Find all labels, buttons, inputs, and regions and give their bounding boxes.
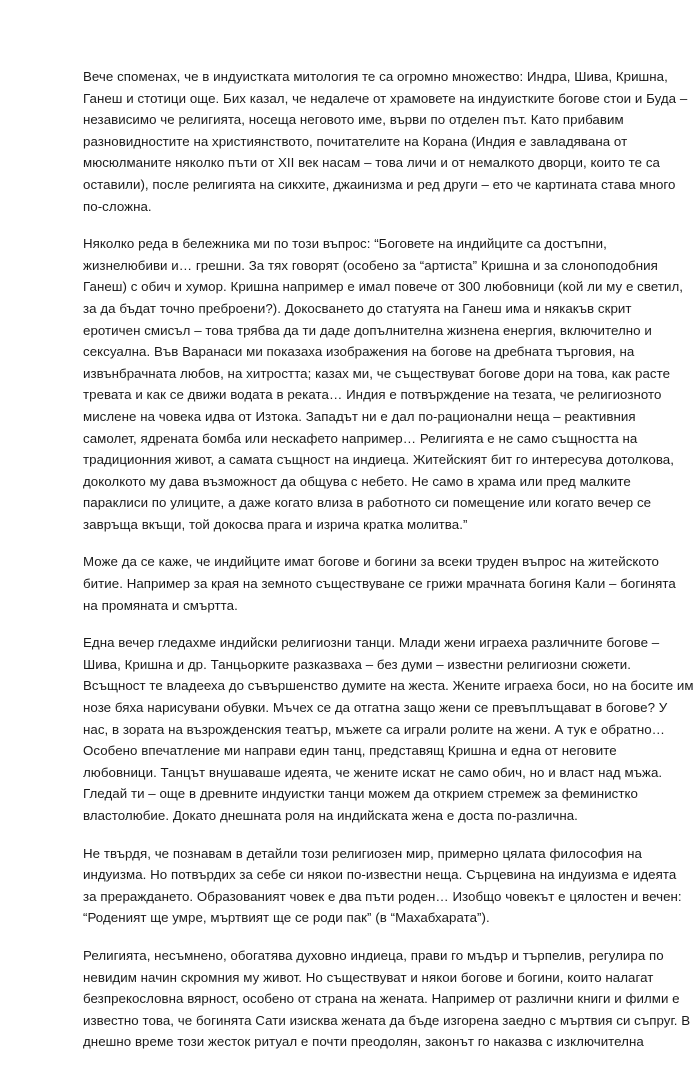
paragraph: [83, 233, 683, 535]
text-line: жизнелюбиви и… грешни. За тях говорят (особено за “артиста” Кришна и за слоноподобния: [83, 257, 658, 273]
text-line: безпрекословна вярност, особено от страна на жената. Например от различни книги и филми е: [83, 991, 680, 1007]
text-line: доколкото му дава възможност да общува с небето. Не само в храма или пред малките: [83, 473, 631, 489]
text-line: Ганеш и стотици още. Бих казал, че недалече от храмовете на индуистките богове стои и Буда –: [83, 90, 688, 106]
paragraph: [83, 551, 676, 616]
text-line: битие. Например за края на земното съществуване се грижи мрачната богиня Кали – богинята: [83, 576, 676, 592]
text-line: извънбрачната любов, на хитростта; казах ми, че съществуват богове дори на това, как расте: [83, 365, 671, 381]
text-line: Гледай ти – още в древните индуистки танци можем да открием стремеж за феминистко: [83, 786, 638, 802]
text-line: нас, в зората на възрожденския театър, мъжете са играли ролите на жени. А тук е обратно…: [83, 721, 666, 737]
text-line: Шива, Кришна и др. Танцьорките разказваха – без думи – известни религиозни сюжети.: [83, 656, 631, 672]
text-line: нозе бяха нарисувани обувки. Мъчех се да отгатна защо жени се превъплъщават в богове? У: [83, 700, 668, 716]
text-line: Може да се каже, че индийците имат богове и богини за всеки труден въпрос на житейското: [83, 554, 660, 570]
text-line: еротичен смисъл – това трябва да ти даде допълнителна жизнена енергия, включително и: [83, 322, 652, 338]
text-line: Религията, несъмнено, обогатява духовно индиеца, прави го мъдър и търпелив, регулира по: [83, 947, 664, 963]
text-line: оставили), после религията на сикхите, джаинизма и ред други – ето че картината става много: [83, 176, 676, 192]
text-line: за да бъдат точно преброени?). Докосването до статуята на Ганеш има и някакъв скрит: [83, 300, 632, 316]
text-line: за прераждането. Образованият човек е два пъти роден… Изобщо човекът е цялостен и вечен:: [83, 888, 682, 904]
text-line: самолет, ядрената бомба или нескафето например… Религията е не само същността на: [83, 430, 638, 446]
text-line: Ганеш) с обич и хумор. Кришна например е имал повече от 300 любовници (кой ли му е светил,: [83, 279, 683, 295]
text-line: Вече споменах, че в индуистката митология те са огромно множество: Индра, Шива, Кришна,: [83, 69, 668, 84]
text-line: днешно време този жесток ритуал е почти преодолян, законът го наказва с изключителна: [83, 1034, 644, 1050]
text-line: по-сложна.: [83, 198, 152, 214]
text-line: мюсюлманите няколко пъти от XII век насам – това личи и от немалкото дворци, които те са: [83, 155, 660, 171]
text-line: независимо че религията, носеща неговото име, върви по отделен път. Като прибавим: [83, 112, 624, 128]
text-line: известно това, че богинята Сати изисква жената да бъде изгорена заедно с мъртвия си съпруг. В: [83, 1012, 691, 1028]
text-line: разновидностите на християнството, почитателите на Корана (Индия е завладявана от: [83, 133, 628, 149]
text-line: индуизма. Но потвърдих за себе си някои по-известни неща. Сърцевина на индуизма е идеята: [83, 867, 677, 883]
text-line: “Роденият ще умре, мъртвият ще се роди пак” (в “Махабхарата”).: [83, 910, 490, 926]
document-body: [83, 66, 694, 1069]
text-line: Особено впечатление ми направи един танц, представящ Кришна и една от неговите: [83, 743, 617, 759]
text-line: Не твърдя, че познавам в детайли този религиозен мир, примерно цялата философия на: [83, 845, 642, 861]
text-line: Една вечер гледахме индийски религиозни танци. Млади жени играеха различните богове –: [83, 635, 660, 651]
text-line: властолюбие. Докато днешната роля на индийската жена е доста по-различна.: [83, 808, 578, 823]
text-line: завръща вкъщи, той докосва прага и изрича кратка молитва.”: [83, 516, 468, 532]
text-line: параклиси по улиците, а даже когато влиза в работното си помещение или когато вечер се: [83, 495, 652, 511]
text-line: на промяната и смъртта.: [83, 597, 238, 613]
text-line: Всъщност те владееха до съвършенство думите на жеста. Жените играеха боси, но на босите им: [83, 678, 694, 694]
text-line: сексуална. Във Варанаси ми показаха изображения на богове на дребната търговия, на: [83, 344, 635, 360]
paragraph: [83, 945, 691, 1053]
text-line: традиционния живот, а самата същност на индиеца. Житейският бит го интересува дотолкова,: [83, 452, 674, 468]
paragraph: [83, 843, 682, 929]
text-line: мислене на човека идва от Изтока. Западът ни е дал по-рационални неща – реактивния: [83, 408, 636, 424]
text-line: тревата и как се движи водата в реката… Индия е потвърждение на тезата, че религиозното: [83, 387, 662, 403]
text-line: любовници. Танцът внушаваше идеята, че жените искат не само обич, но и власт над мъжа.: [83, 764, 663, 780]
paragraph: [83, 66, 688, 217]
text-line: невидим начин скромния му живот. Но съществуват и някои богове и богини, които налагат: [83, 969, 654, 985]
paragraph: [83, 632, 694, 826]
text-line: Няколко реда в бележника ми по този въпрос: “Боговете на индийците са достъпни,: [83, 236, 607, 252]
